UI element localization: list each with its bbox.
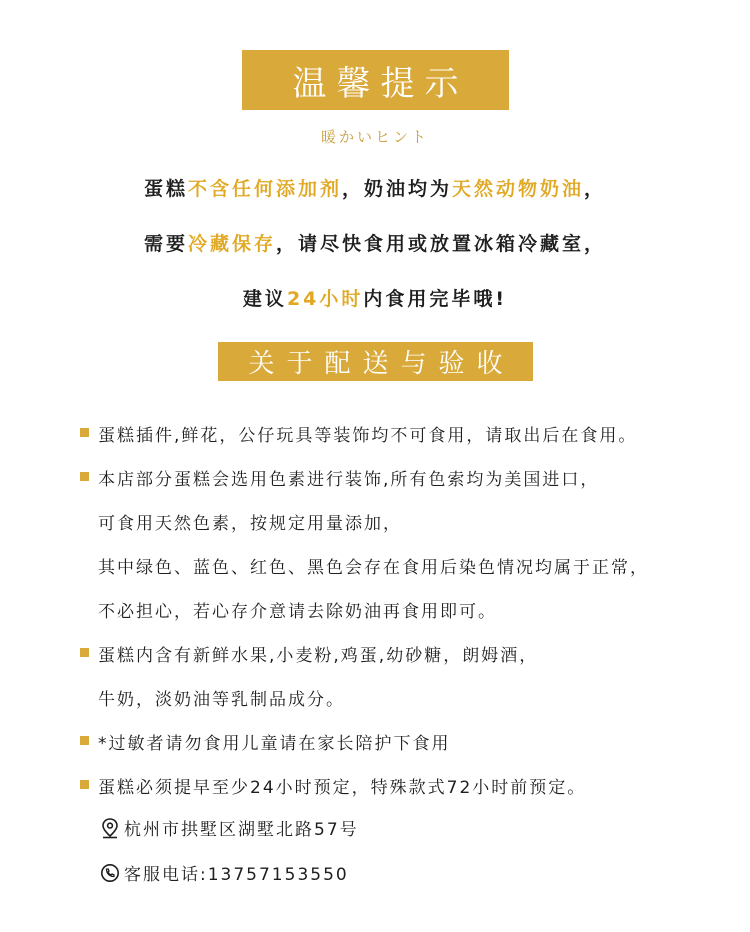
phone-text: 客服电话:13757153550 xyxy=(124,865,349,885)
section-title: 关于配送与验收 xyxy=(248,349,515,379)
phone-icon xyxy=(100,863,120,883)
info-item-1: 蛋糕插件,鲜花，公仔玩具等装饰均不可食用，请取出后在食用。 xyxy=(98,426,638,446)
highlight-text: 不含任何添加剂 xyxy=(187,178,342,200)
info-item-2-line-4: 不必担心，若心存介意请去除奶油再食用即可。 xyxy=(98,602,497,622)
page-title: 温馨提示 xyxy=(292,63,469,104)
info-item-3-line-1: 蛋糕内含有新鲜水果,小麦粉,鸡蛋,幼砂糖，朗姆酒， xyxy=(98,646,539,666)
section-banner xyxy=(218,342,533,381)
highlight-text: 冷藏保存 xyxy=(187,233,276,255)
notice-text: 需要 xyxy=(143,233,188,255)
info-item-2-line-1: 本店部分蛋糕会选用色素进行装饰,所有色索均为美国进口， xyxy=(98,470,600,490)
info-item-2-line-3: 其中绿色、蓝色、红色、黑色会存在食用后染色情况均属于正常， xyxy=(98,558,649,578)
notice-text: ， xyxy=(584,178,607,200)
location-pin-icon xyxy=(100,817,120,839)
notice-text: 内食用完毕哦! xyxy=(363,288,508,310)
address-row xyxy=(100,815,359,840)
bullet-square xyxy=(80,472,89,481)
bullet-square xyxy=(80,428,89,437)
page-subtitle: 暖かいヒント xyxy=(320,128,429,146)
highlight-text: 天然动物奶油 xyxy=(452,178,585,200)
notice-line-3 xyxy=(0,284,750,311)
notice-text: 建议 xyxy=(242,288,287,310)
address-text: 杭州市拱墅区湖墅北路57号 xyxy=(124,820,359,840)
notice-text: ，请尽快食用或放置冰箱冷藏室， xyxy=(276,233,607,255)
info-item-5: 蛋糕必须提早至少24小时预定，特殊款式72小时前预定。 xyxy=(98,778,587,798)
bullet-square xyxy=(80,780,89,789)
info-item-2-line-2: 可食用天然色素，按规定用量添加， xyxy=(98,514,402,534)
title-banner xyxy=(242,50,509,110)
info-item-3-line-2: 牛奶，淡奶油等乳制品成分。 xyxy=(98,690,345,710)
highlight-text: 24小时 xyxy=(286,288,364,310)
notice-text: 蛋糕 xyxy=(143,178,188,200)
info-item-4: *过敏者请勿食用儿童请在家长陪护下食用 xyxy=(98,734,451,754)
bullet-square xyxy=(80,648,89,657)
bullet-square xyxy=(80,736,89,745)
phone-row xyxy=(100,860,349,885)
notice-line-1 xyxy=(0,174,750,201)
notice-line-2 xyxy=(0,229,750,256)
notice-text: ，奶油均为 xyxy=(341,178,452,200)
